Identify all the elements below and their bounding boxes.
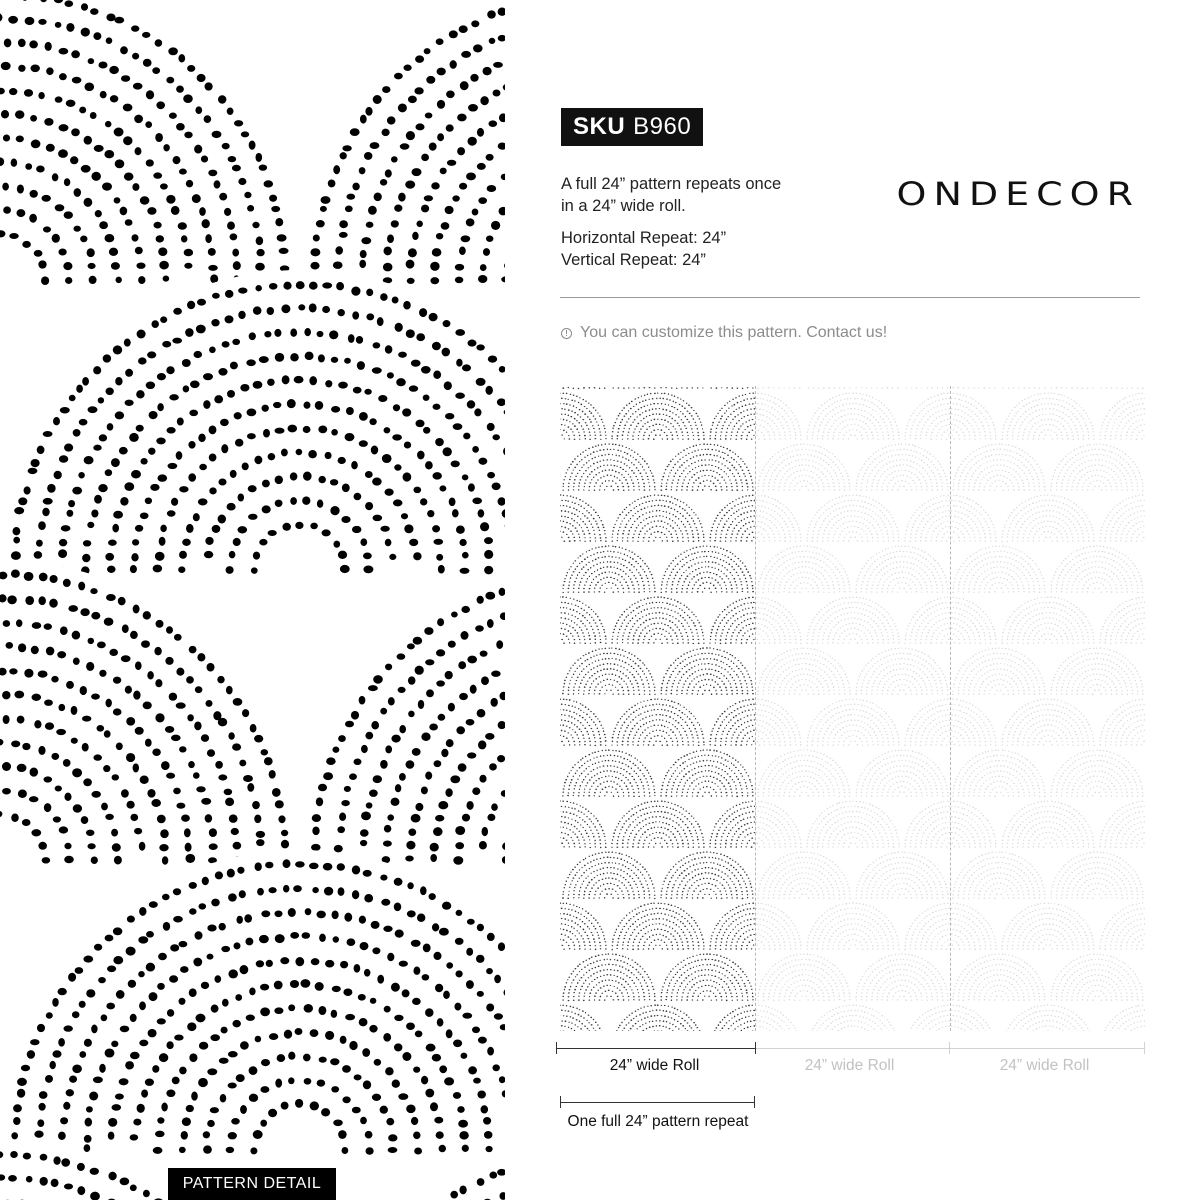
- info-icon: [561, 328, 572, 339]
- pattern-detail-image: [0, 0, 505, 1200]
- sku-prefix: SKU: [573, 113, 625, 141]
- pattern-detail-label: PATTERN DETAIL: [168, 1168, 336, 1200]
- description-line-2: in a 24” wide roll.: [561, 195, 881, 217]
- scallop-pattern-light: [950, 386, 1145, 1031]
- repeat-marker: [560, 1096, 755, 1108]
- vertical-repeat: Vertical Repeat: 24”: [561, 249, 881, 271]
- roll-seam: [950, 386, 951, 1031]
- roll-2-preview: [755, 386, 950, 1031]
- roll-1-preview: [560, 386, 755, 1031]
- roll-1-width-marker: [556, 1042, 756, 1054]
- dotted-scallop-pattern: [0, 0, 505, 1200]
- sku-badge: [561, 108, 703, 146]
- scallop-pattern-light: [755, 386, 950, 1031]
- sku-code: B960: [633, 113, 691, 141]
- roll-3-label: 24” wide Roll: [947, 1057, 1142, 1075]
- description-line-1: A full 24” pattern repeats once: [561, 173, 881, 195]
- roll-preview: [560, 386, 1145, 1031]
- roll-2-label: 24” wide Roll: [752, 1057, 947, 1075]
- roll-1-label: 24” wide Roll: [557, 1057, 752, 1075]
- roll-seam: [755, 386, 756, 1031]
- roll-3-width-marker: [950, 1042, 1145, 1054]
- customize-notice[interactable]: [561, 324, 887, 342]
- pattern-description: [561, 173, 881, 271]
- divider: [560, 297, 1140, 298]
- customize-notice-text: You can customize this pattern. Contact us!: [580, 324, 887, 342]
- horizontal-repeat: Horizontal Repeat: 24”: [561, 227, 881, 249]
- scallop-pattern-dark: [560, 386, 755, 1031]
- repeat-caption: One full 24” pattern repeat: [547, 1113, 769, 1131]
- roll-3-preview: [950, 386, 1145, 1031]
- brand-logo: ONDECOR: [926, 177, 1140, 211]
- roll-2-width-marker: [756, 1042, 950, 1054]
